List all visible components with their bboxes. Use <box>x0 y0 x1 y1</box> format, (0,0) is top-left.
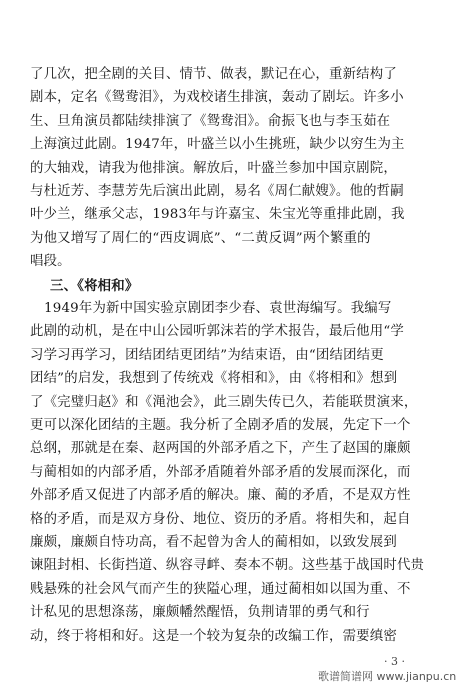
text-line: 习学习再学习，团结团结更团结”为结束语，由“团结团结更 <box>30 347 384 363</box>
text-line: 外部矛盾又促进了内部矛盾的解决。廉、蔺的矛盾，不是双方性 <box>30 488 411 504</box>
text-line: 贱悬殊的社会风气而产生的狭隘心理，通过蔺相如以国为重、不 <box>30 581 411 597</box>
text-line: 廉颇，廉颇自恃功高，看不起曾为舍人的蔺相如，以致发展到 <box>30 535 397 550</box>
text-line: 叶少兰，继承父志，1983年与许嘉宝、朱宝光等重排此剧，我 <box>30 207 405 223</box>
text-line: 动，终于将相和好。这是一个较为复杂的改编工作，需要缜密 <box>30 628 397 644</box>
text-line: 格的矛盾，而是双方身份、地位、资历的矛盾。将相失和，起自 <box>30 511 411 527</box>
text-line: 剧本，定名《鸳鸯泪》，为戏校诸生排演，轰动了剧坛。许多小 <box>30 90 404 106</box>
text-line: 与蔺相如的内部矛盾，外部矛盾随着外部矛盾的发展而深化，而 <box>30 464 411 480</box>
text-line: 团结”的启发，我想到了传统戏《将相和》，由《将相和》想到 <box>30 371 398 387</box>
text-line: 此剧的动机，是在中山公园听郭沫若的学术报告，最后他用“学 <box>30 324 404 340</box>
text-line: 谏阻封相、长街挡道、纵容寻衅、奏本不朝。这些基于战国时代贵 <box>30 558 425 574</box>
site-watermark: 歌谱简谱网 www.jianpu.cn <box>318 670 457 683</box>
text-line: 生、旦角演员都陆续排演了《鸳鸯泪》。俞振飞也与李玉茹在 <box>30 113 391 129</box>
text-line: 上海演过此剧。1947年，叶盛兰以小生挑班，缺少以穷生为主 <box>30 137 405 153</box>
section-heading: 三、《将相和》 <box>50 277 139 294</box>
text-line: 的大轴戏，请我为他排演。解放后，叶盛兰参加中国京剧院， <box>30 160 397 176</box>
text-line: 总纲，那就是在秦、赵两国的外部矛盾之下，产生了赵国的廉颇 <box>30 441 411 457</box>
text-line: 与杜近芳、李慧芳先后演出此剧，易名《周仁献嫂》。他的哲嗣 <box>30 184 404 199</box>
text-line: 唱段。 <box>30 254 71 270</box>
page-number: · 3 · <box>384 655 405 668</box>
text-line: 1949年为新中国实验京剧团李少春、袁世海编写。我编写 <box>44 301 392 316</box>
text-line: 了《完璧归赵》和《渑池会》，此三剧失传已久，若能联贯演来， <box>30 394 418 410</box>
text-line: 更可以深化团结的主题。我分析了全剧矛盾的发展，先定下一个 <box>30 418 411 433</box>
text-line: 了几次，把全剧的关目、情节、做表，默记在心，重新结构了 <box>30 67 397 82</box>
text-line: 为他又增写了周仁的“西皮调底”、“二黄反调”两个繁重的 <box>30 230 371 246</box>
text-line: 计私见的思想涤荡，廉颇幡然醒悟，负荆请罪的勇气和行 <box>30 605 370 621</box>
